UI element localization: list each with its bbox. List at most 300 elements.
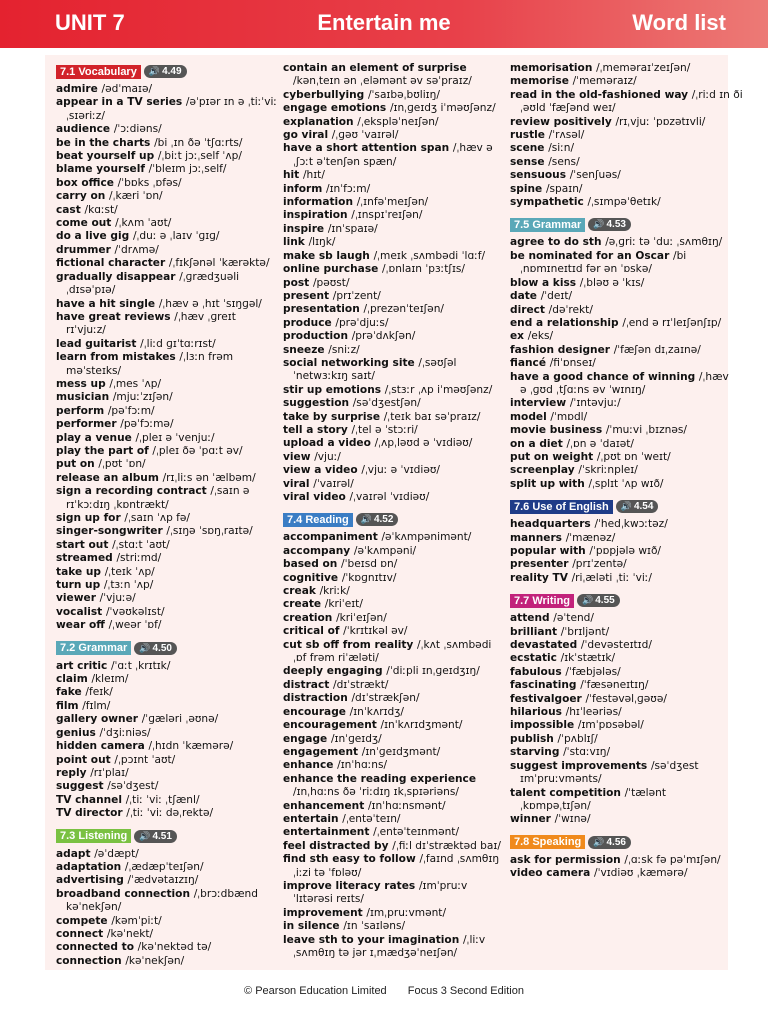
word-entry xyxy=(56,686,274,699)
word-entry xyxy=(56,271,274,284)
headword: encouragement xyxy=(283,719,377,732)
word-entry xyxy=(283,572,501,585)
headword: improve literacy rates xyxy=(283,879,416,892)
headword: engage emotions xyxy=(283,102,387,115)
headword: read in the old-fashioned way xyxy=(510,88,689,101)
word-entry xyxy=(283,880,501,893)
phonetic-transcription: /ˌpɔɪnt ˈaʊt/ xyxy=(114,753,176,766)
word-entry xyxy=(56,137,274,150)
headword: entertainment xyxy=(283,826,370,839)
headword: cyberbullying xyxy=(283,88,365,101)
word-entry xyxy=(56,230,274,243)
headword: play a venue xyxy=(56,431,132,444)
phonetic-transcription: /ˌtiː ˈviː ˌtʃænl/ xyxy=(125,793,200,806)
headword: ask for permission xyxy=(510,853,621,866)
word-entry xyxy=(56,432,274,445)
phonetic-transcription: /riˌæləti ˌtiː ˈviː/ xyxy=(571,571,652,584)
phonetic-transcription: /ˈbeɪsd ɒn/ xyxy=(341,558,398,571)
phonetic-transcription: /prɪˈzent/ xyxy=(332,289,381,302)
headword: broadband connection xyxy=(56,887,190,900)
phonetic-transcription: /ˌlɜːn frəm xyxy=(179,351,234,364)
word-entry xyxy=(283,236,501,249)
word-entry xyxy=(510,411,728,424)
phonetic-transcription: /ˌɪnfəˈmeɪʃən/ xyxy=(356,196,429,209)
headword: view xyxy=(283,450,311,463)
headword: model xyxy=(510,410,547,423)
word-entry xyxy=(510,572,728,585)
word-entry xyxy=(283,813,501,826)
phonetic-transcription: /rɪˈplaɪ/ xyxy=(90,766,129,779)
headword: beat yourself up xyxy=(56,150,155,163)
word-entry xyxy=(510,142,728,155)
headword: fictional character xyxy=(56,257,166,270)
word-entry xyxy=(510,760,728,773)
word-entry xyxy=(56,163,274,176)
headword: accompany xyxy=(283,544,351,557)
headword: compete xyxy=(56,914,108,927)
phonetic-transcription: /ˌfaɪnd ˌsʌmθɪŋ xyxy=(419,853,500,866)
section-heading xyxy=(56,829,274,844)
phonetic-transcription: /ˌkʌm ˈaʊt/ xyxy=(115,217,172,230)
headword: screenplay xyxy=(510,464,575,477)
phonetic-transcription: /ˌentəˈteɪn/ xyxy=(342,812,401,825)
word-entry xyxy=(56,311,274,324)
section-badge: 7.1 Vocabulary xyxy=(56,65,141,79)
phonetic-transcription: /ˈvəʊkəlɪst/ xyxy=(105,605,165,618)
word-entry xyxy=(56,754,274,767)
headword: enhancement xyxy=(283,799,365,812)
phonetic-transcription: /ˈbrɪljənt/ xyxy=(560,625,610,638)
word-entry xyxy=(56,96,277,109)
phonetic-transcription: /ˈpɒpjələ wɪð/ xyxy=(589,545,662,557)
phonetic-transcription: /ˈɑːt ˌkrɪtɪk/ xyxy=(110,659,171,672)
word-entry xyxy=(510,196,728,209)
audio-track-button[interactable] xyxy=(577,594,620,607)
headword: production xyxy=(283,330,349,343)
phonetic-continuation: ˌiːzi tə ˈfɒləʊ/ xyxy=(293,866,362,879)
headword: sympathetic xyxy=(510,196,584,209)
phonetic-transcription: /ˌsaɪn ə xyxy=(210,485,250,498)
word-entry xyxy=(283,665,501,678)
phonetic-transcription: /striːmd/ xyxy=(116,552,162,565)
headword: put on weight xyxy=(510,450,594,463)
word-entry xyxy=(510,813,728,826)
headword: suggest xyxy=(56,780,104,793)
phonetic-transcription: /ɪnˈɡeɪdʒ/ xyxy=(330,732,382,745)
word-entry xyxy=(510,733,728,746)
word-entry xyxy=(283,692,501,705)
audio-track-button[interactable] xyxy=(616,500,659,513)
headword: encourage xyxy=(283,705,346,718)
headword: create xyxy=(283,598,322,611)
word-entry xyxy=(510,236,728,249)
phonetic-transcription: /ˌpleɪ ðə ˈpɑːt əv/ xyxy=(152,444,243,457)
headword: vocalist xyxy=(56,605,103,618)
headword: fabulous xyxy=(510,665,562,678)
phonetic-transcription: /kəmˈpiːt/ xyxy=(111,914,162,927)
headword: online purchase xyxy=(283,263,379,276)
word-entry xyxy=(283,558,501,571)
speaker-icon: 🔊 xyxy=(582,595,594,606)
word-entry xyxy=(283,223,501,236)
headword: streamed xyxy=(56,552,113,565)
headword: creation xyxy=(283,611,333,624)
headword: have great reviews xyxy=(56,310,171,323)
phonetic-transcription: /ɪmˌpruːvmənt/ xyxy=(366,906,447,919)
phonetic-transcription: /pəˈfɔːmə/ xyxy=(120,418,174,431)
speaker-icon: 🔊 xyxy=(360,514,372,525)
word-entry xyxy=(56,888,274,901)
headword: brilliant xyxy=(510,625,558,638)
word-entry xyxy=(510,679,728,692)
phonetic-transcription: /pəˈfɔːm/ xyxy=(107,404,155,417)
word-entry xyxy=(510,169,728,182)
phonetic-transcription: /ɪnˈhɑːnsmənt/ xyxy=(367,799,446,812)
phonetic-transcription: /ˌstɑːt ˈaʊt/ xyxy=(112,538,170,551)
section-heading xyxy=(56,641,274,656)
phonetic-transcription: /ˈdiːpli ɪnˌɡeɪdʒɪŋ/ xyxy=(386,665,480,678)
headword: presenter xyxy=(510,558,569,571)
headword: drummer xyxy=(56,243,111,256)
headword: social networking site xyxy=(283,356,415,369)
word-entry xyxy=(56,204,274,217)
phonetic-transcription: /ˌɒn ə ˈdaɪət/ xyxy=(566,437,634,450)
word-entry xyxy=(283,639,501,652)
phonetic-transcription: /ɪmˈpruːv xyxy=(418,879,468,892)
phonetic-transcription: /ˈmeməraɪz/ xyxy=(572,75,637,88)
headword: suggestion xyxy=(283,397,350,410)
headword: art critic xyxy=(56,659,108,672)
audio-track-button[interactable] xyxy=(356,513,399,526)
word-entry xyxy=(510,129,728,142)
headword: ecstatic xyxy=(510,652,557,665)
word-entry xyxy=(510,290,728,303)
phonetic-transcription: /ɪnˈkʌrɪdʒmənt/ xyxy=(380,719,463,732)
phonetic-transcription: /kriːk/ xyxy=(319,585,350,598)
word-entry xyxy=(56,378,274,391)
phonetic-transcription: /hɪt/ xyxy=(302,169,325,182)
headword: genius xyxy=(56,726,96,739)
word-entry xyxy=(283,263,501,276)
phonetic-transcription: /ˌbiːt jɔːˌself ˈʌp/ xyxy=(157,150,242,163)
headword: gradually disappear xyxy=(56,270,176,283)
phonetic-continuation: ə ˌɡʊd ˌtʃɑːns əv ˈwɪnɪŋ/ xyxy=(520,383,646,396)
book-title: Focus 3 Second Edition xyxy=(407,985,524,997)
phonetic-transcription: /bi xyxy=(673,249,687,262)
phonetic-transcription: /ˌprezənˈteɪʃən/ xyxy=(363,303,444,316)
headword: engage xyxy=(283,732,328,745)
word-entry xyxy=(56,445,274,458)
word-entry xyxy=(283,303,501,316)
phonetic-transcription: /ɪnˌɡeɪdʒ iˈməʊʃənz/ xyxy=(389,102,496,115)
headword: viewer xyxy=(56,592,96,605)
word-entry xyxy=(510,867,728,880)
word-entry xyxy=(510,464,728,477)
word-entry xyxy=(283,464,501,477)
headword: blow a kiss xyxy=(510,276,577,289)
phonetic-transcription: /ˈɪntəvjuː/ xyxy=(569,397,621,410)
word-entry xyxy=(510,75,728,88)
phonetic-transcription: /ˌkʌt ˌsʌmbədi xyxy=(417,638,492,651)
word-list-column-1 xyxy=(56,62,277,968)
phonetic-continuation: rɪˈvjuːz/ xyxy=(66,324,106,337)
phonetic-transcription: /ˈbɒks ˌɒfəs/ xyxy=(117,176,182,189)
phonetic-transcription: /eks/ xyxy=(527,330,554,343)
headword: carry on xyxy=(56,190,106,203)
phonetic-transcription: /ˈvjuːə/ xyxy=(99,592,136,605)
headword: feel distracted by xyxy=(283,839,389,852)
unit-title: Entertain me xyxy=(317,10,451,35)
phonetic-transcription: /ɪnˈspaɪə/ xyxy=(327,222,378,235)
headword: play the part of xyxy=(56,444,149,457)
word-entry xyxy=(510,854,728,867)
phonetic-transcription: /ˈwɪnə/ xyxy=(554,813,591,826)
headword: post xyxy=(283,276,310,289)
section-badge: 7.4 Reading xyxy=(283,513,353,527)
headword: have a short attention span xyxy=(283,142,450,155)
word-entry xyxy=(510,344,728,357)
word-entry xyxy=(56,418,274,431)
headword: in silence xyxy=(283,920,340,933)
phonetic-transcription: /bi ˌɪn ðə ˈtʃɑːrts/ xyxy=(154,136,243,149)
phonetic-transcription: /ˈdʒiːniəs/ xyxy=(99,726,151,739)
word-entry xyxy=(510,330,728,343)
phonetic-continuation: /kənˌteɪn ən ˌeləmənt əv səˈpraɪz/ xyxy=(293,75,472,88)
phonetic-continuation: ˌsɪəriːz/ xyxy=(66,109,105,122)
phonetic-transcription: /səˈdʒestʃən/ xyxy=(352,397,421,410)
headword: point out xyxy=(56,753,111,766)
headword: present xyxy=(283,289,330,302)
phonetic-transcription: /ˈkɒɡnɪtɪv/ xyxy=(341,571,397,584)
word-entry xyxy=(283,250,501,263)
word-entry xyxy=(56,83,274,96)
phonetic-continuation: ˌɒf frəm riˈæləti/ xyxy=(293,652,379,665)
headword: scene xyxy=(510,142,545,155)
headword: mess up xyxy=(56,377,106,390)
word-entry xyxy=(283,907,501,920)
word-entry xyxy=(56,257,274,270)
phonetic-transcription: /ˌsplɪt ˈʌp wɪð/ xyxy=(588,477,664,490)
headword: adapt xyxy=(56,847,91,860)
phonetic-transcription: /ˌvjuː ə ˈvɪdiəʊ/ xyxy=(361,464,440,477)
word-entry xyxy=(283,129,501,142)
audio-track-button[interactable] xyxy=(134,830,177,843)
word-entry xyxy=(510,706,728,719)
audio-track-button[interactable] xyxy=(588,218,631,231)
speaker-icon: 🔊 xyxy=(139,830,151,841)
headword: winner xyxy=(510,813,551,826)
word-entry xyxy=(510,693,728,706)
headword: box office xyxy=(56,176,114,189)
word-entry xyxy=(283,759,501,772)
phonetic-transcription: /ˌmes ˈʌp/ xyxy=(109,377,162,390)
page-header xyxy=(0,0,768,48)
phonetic-transcription: /ˌɪnspɪˈreɪʃən/ xyxy=(351,209,423,222)
word-entry xyxy=(510,518,728,531)
phonetic-transcription: /ˌpleɪ ə ˈvenjuː/ xyxy=(135,431,215,444)
phonetic-transcription: /siːn/ xyxy=(548,142,575,155)
phonetic-transcription: /ˈɡæləri ˌəʊnə/ xyxy=(141,713,219,726)
phonetic-transcription: /ˌteɪk ˈʌp/ xyxy=(104,565,155,578)
section-badge: 7.8 Speaking xyxy=(510,835,585,849)
headword: explanation xyxy=(283,115,354,128)
word-entry xyxy=(283,706,501,719)
phonetic-transcription: /ˌvaɪrəl ˈvɪdiəʊ/ xyxy=(349,491,430,503)
headword: stir up emotions xyxy=(283,383,382,396)
word-entry xyxy=(510,183,728,196)
phonetic-transcription: /kriˈeɪʃən/ xyxy=(336,611,387,624)
word-entry xyxy=(510,719,728,732)
headword: cast xyxy=(56,203,81,216)
headword: fiancé xyxy=(510,357,547,370)
phonetic-transcription: /ˌmeməraɪˈzeɪʃən/ xyxy=(596,62,691,74)
headword: learn from mistakes xyxy=(56,351,176,364)
phonetic-transcription: /ˌhɪdn ˈkæmərə/ xyxy=(148,740,234,753)
word-entry xyxy=(56,700,274,713)
phonetic-continuation: məˈsteɪks/ xyxy=(66,364,122,377)
phonetic-transcription: /əˈdæpt/ xyxy=(94,847,139,860)
word-entry xyxy=(510,652,728,665)
word-entry xyxy=(510,451,728,464)
phonetic-transcription: /fiˈɒnseɪ/ xyxy=(549,357,596,370)
word-entry xyxy=(56,915,274,928)
headword: rustle xyxy=(510,129,545,142)
phonetic-continuation: ˌkɒmpəˌtɪʃən/ xyxy=(520,799,591,812)
headword: entertain xyxy=(283,812,339,825)
phonetic-transcription: /pəʊst/ xyxy=(312,276,350,289)
word-entry xyxy=(283,317,501,330)
word-entry xyxy=(56,606,274,619)
section-badge: 7.7 Writing xyxy=(510,594,574,608)
phonetic-transcription: /əˈkʌmpənimənt/ xyxy=(381,531,472,544)
word-entry xyxy=(56,861,274,874)
phonetic-transcription: /ˈdrʌmə/ xyxy=(114,243,159,256)
word-entry xyxy=(283,397,501,410)
word-entry xyxy=(283,625,501,638)
headword: memorise xyxy=(510,75,569,88)
section-heading xyxy=(510,217,728,232)
headword: impossible xyxy=(510,719,575,732)
headword: hidden camera xyxy=(56,740,145,753)
audio-track-number: 4.49 xyxy=(162,66,182,77)
word-entry xyxy=(283,531,501,544)
phonetic-transcription: /dɪˈstrækt/ xyxy=(333,678,389,691)
phonetic-transcription: /ˌhæv xyxy=(698,370,729,383)
headword: enhance xyxy=(283,759,334,772)
phonetic-transcription: /ˌɡəʊ ˈvaɪrəl/ xyxy=(331,129,399,142)
headword: connect xyxy=(56,927,104,940)
word-entry xyxy=(56,740,274,753)
headword: agree to do sth xyxy=(510,236,602,249)
headword: fascinating xyxy=(510,679,577,692)
phonetic-continuation: ˌnɒmɪneɪtɪd fər ən ˈɒskə/ xyxy=(520,263,652,276)
headword: perform xyxy=(56,404,105,417)
phonetic-transcription: /dɪˈstrækʃən/ xyxy=(351,692,420,705)
headword: find sth easy to follow xyxy=(283,853,416,866)
headword: be nominated for an Oscar xyxy=(510,249,670,262)
word-entry xyxy=(510,612,728,625)
word-entry xyxy=(510,639,728,652)
phonetic-transcription: /prəˈdjuːs/ xyxy=(335,316,389,329)
section-badge: 7.2 Grammar xyxy=(56,641,131,655)
headword: talent competition xyxy=(510,786,621,799)
word-entry xyxy=(56,566,274,579)
headword: direct xyxy=(510,303,545,316)
phonetic-transcription: /ˌhæv ə xyxy=(452,142,493,155)
word-entry xyxy=(56,539,274,552)
headword: take up xyxy=(56,565,101,578)
phonetic-transcription: /ˈvaɪrəl/ xyxy=(313,477,354,490)
phonetic-transcription: /ˈfestəvəlˌɡəʊə/ xyxy=(585,692,667,705)
phonetic-continuation: ˌʃɔːt əˈtenʃən spæn/ xyxy=(293,155,397,168)
headword: inform xyxy=(283,182,323,195)
audio-track-button[interactable] xyxy=(144,65,187,78)
publisher-credit: © Pearson Education Limited xyxy=(244,985,387,997)
phonetic-transcription: /ɪn ˈsaɪləns/ xyxy=(343,920,406,933)
phonetic-continuation: ˈnetwɜːkɪŋ saɪt/ xyxy=(293,370,375,383)
headword: fashion designer xyxy=(510,343,610,356)
headword: do a live gig xyxy=(56,230,130,243)
phonetic-transcription: /ˈvɪdiəʊ ˌkæmərə/ xyxy=(594,867,688,880)
word-entry xyxy=(56,338,274,351)
phonetic-transcription: /ˌpʊt ˈɒn/ xyxy=(98,458,146,471)
phonetic-transcription: /ˈdeɪt/ xyxy=(540,290,573,303)
headword: viral xyxy=(283,477,310,490)
word-entry xyxy=(283,773,501,786)
phonetic-transcription: /ˌduː ə ˌlaɪv ˈɡɪɡ/ xyxy=(132,230,220,243)
phonetic-transcription: /ˌriːd ɪn ði xyxy=(691,88,743,101)
phonetic-transcription: /əˈpɪər ɪn ə ˌtiːˈviː xyxy=(185,96,277,109)
word-entry xyxy=(283,719,501,732)
page-footer xyxy=(0,985,768,997)
word-entry xyxy=(56,727,274,740)
phonetic-transcription: /ɪkˈstætɪk/ xyxy=(560,652,616,665)
headword: turn up xyxy=(56,579,101,592)
word-entry xyxy=(56,525,274,538)
phonetic-transcription: /ˌɡrædʒuəli xyxy=(179,270,240,283)
word-entry xyxy=(56,848,274,861)
word-entry xyxy=(510,317,728,330)
headword: sense xyxy=(510,155,545,168)
phonetic-transcription: /ˈbleɪm jɔːˌself/ xyxy=(148,163,227,176)
word-entry xyxy=(283,840,501,853)
headword: put on xyxy=(56,458,95,471)
headword: claim xyxy=(56,673,88,686)
phonetic-transcription: /ɪmˈpɒsəbəl/ xyxy=(577,719,644,732)
headword: video camera xyxy=(510,867,591,880)
word-entry xyxy=(510,371,728,384)
word-entry xyxy=(283,344,501,357)
word-entry xyxy=(283,733,501,746)
word-entry xyxy=(56,512,274,525)
headword: split up with xyxy=(510,477,585,490)
word-entry xyxy=(283,411,501,424)
phonetic-transcription: /sens/ xyxy=(548,155,580,168)
word-entry xyxy=(56,217,274,230)
word-entry xyxy=(283,209,501,222)
phonetic-transcription: /ˈsenʃuəs/ xyxy=(569,169,621,182)
headword: performer xyxy=(56,418,117,431)
headword: publish xyxy=(510,732,554,745)
headword: engagement xyxy=(283,745,359,758)
audio-track-button[interactable] xyxy=(134,642,177,655)
word-entry xyxy=(510,424,728,437)
phonetic-transcription: /ˌend ə rɪˈleɪʃənʃɪp/ xyxy=(622,316,722,329)
headword: contain an element of surprise xyxy=(283,62,467,74)
audio-track-button[interactable] xyxy=(588,836,631,849)
phonetic-transcription: /ˌtɜːn ˈʌp/ xyxy=(103,579,154,592)
section-heading xyxy=(510,835,728,850)
